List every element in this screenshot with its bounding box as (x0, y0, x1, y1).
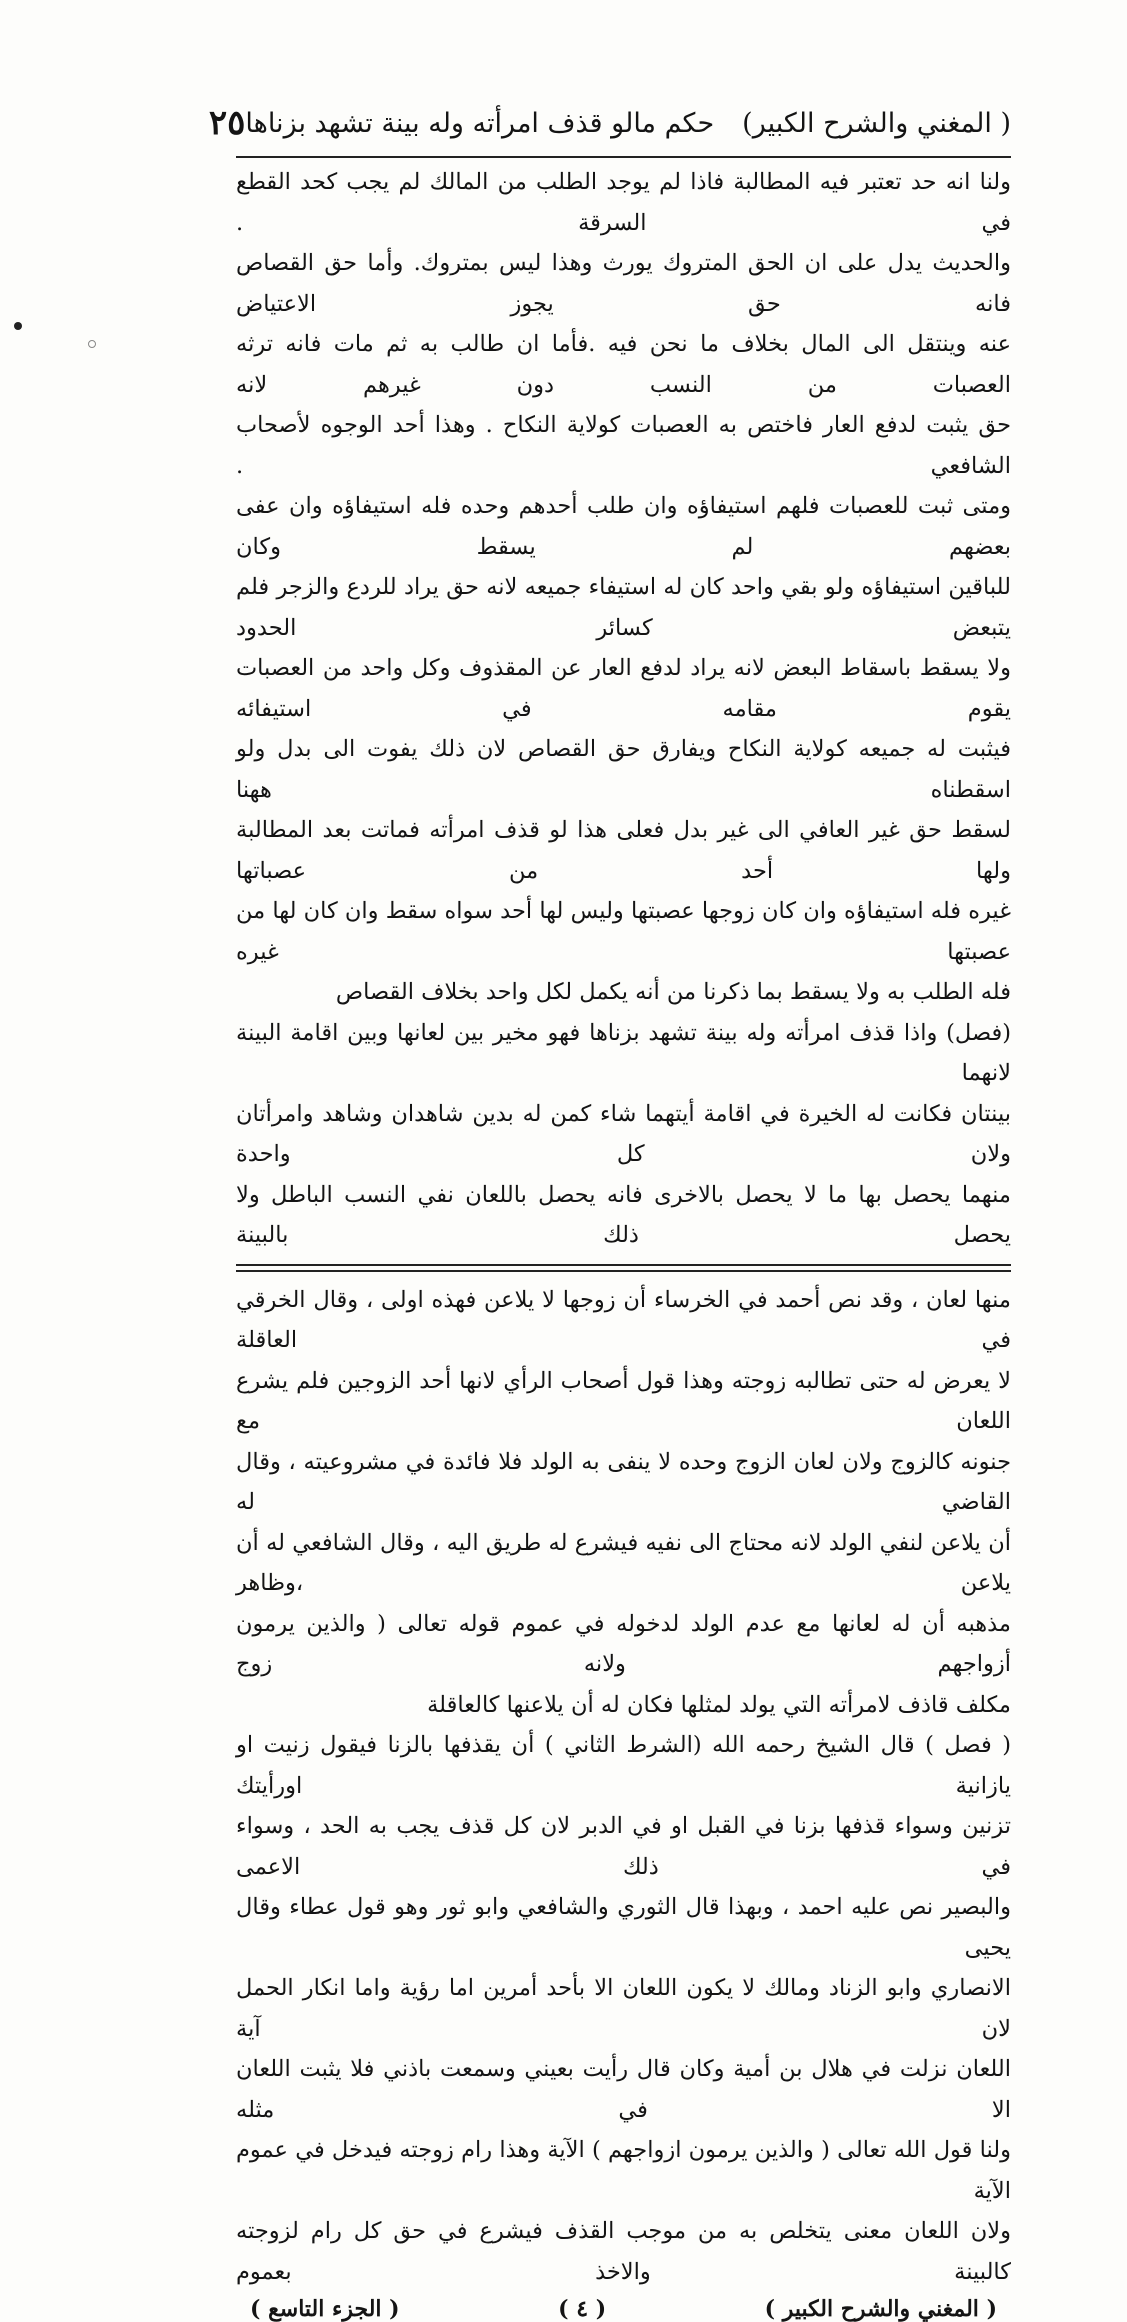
header-rule (236, 156, 1011, 158)
margin-mark (88, 340, 96, 348)
text-line: منهما يحصل بها ما لا يحصل بالاخرى فانه يحصل باللعان نفي النسب الباطل ولا يحصل ذلك بالبينة (236, 1181, 1011, 1248)
text-line: مذهبه أن له لعانها مع عدم الولد لدخوله في عموم قوله تعالى ( والذين يرمون أزواجهم ولانه زوج (236, 1610, 1011, 1677)
text-line: ( فصل ) قال الشيخ رحمه الله (الشرط الثاني ) أن يقذفها بالزنا فيقول زنيت او يازانية اورأيتك (236, 1732, 1011, 1799)
text-line: تزنين وسواء قذفها بزنا في القبل او في الدبر لان كل قذف يجب به الحد ، وسواء في ذلك الاعمى (236, 1813, 1011, 1880)
text-line: للباقين استيفاؤه ولو بقي واحد كان له استيفاء جميعه لانه حق يراد للردع والزجر فلم يتبعض كسائر الحدود (236, 574, 1011, 641)
text-line: فيثبت له جميعه كولاية النكاح ويفارق حق القصاص لان ذلك يفوت الى بدل ولو اسقطناه ههنا (236, 736, 1011, 803)
text-line: ولان اللعان معنى يتخلص به من موجب القذف فيشرع في حق كل رام لزوجته كالبينة والاخذ بعموم (236, 2218, 1011, 2285)
text-line: لسقط حق غير العافي الى غير بدل فعلى هذا لو قذف امرأته فماتت بعد المطالبة ولها أحد من عصباتها (236, 817, 1011, 884)
page-number: ٢٥ (208, 103, 246, 143)
text-line: بينتان فكانت له الخيرة في اقامة أيتهما شاء كمن له بدين شاهدان وشاهد وامرأتان ولان كل واحدة (236, 1100, 1011, 1167)
text-line: حق يثبت لدفع العار فاختص به العصبات كولاية النكاح . وهذا أحد الوجوه لأصحاب الشافعي . (236, 412, 1011, 479)
text-line: اللعان نزلت في هلال بن أمية وكان قال رأيت بعيني وسمعت باذني فلا يثبت اللعان الا في مثله (236, 2056, 1011, 2123)
main-text (236, 162, 1011, 1256)
page-footer (236, 2296, 1011, 2322)
text-line: ولا يسقط باسقاط البعض لانه يراد لدفع العار عن المقذوف وكل واحد من العصبات يقوم مقامه في استيفائه (236, 655, 1011, 722)
commentary-text (236, 1280, 1011, 2293)
footer-signature: ( ٤ ) (558, 2296, 607, 2322)
text-line: فله الطلب به ولا يسقط بما ذكرنا من أنه يكمل لكل واحد بخلاف القصاص (335, 979, 1011, 1005)
header-titles (245, 108, 1011, 139)
book-page (208, 92, 1011, 2322)
text-line: والحديث يدل على ان الحق المتروك يورث وهذا ليس بمتروك. وأما حق القصاص فانه حق يجوز الاعتياض (236, 250, 1011, 317)
header-book-title: ( المغني والشرح الكبير) (742, 107, 1011, 139)
text-line: منها لعان ، وقد نص أحمد في الخرساء أن زوجها لا يلاعن فهذه اولى ، وقال الخرقي في العاقلة (236, 1286, 1011, 1353)
text-line: جنونه كالزوج ولان لعان الزوج وحده لا ينفى به الولد فلا فائدة في مشروعيته ، وقال القاضي له (236, 1448, 1011, 1515)
running-header (208, 92, 1011, 154)
text-line: عنه وينتقل الى المال بخلاف ما نحن فيه .فأما ان طالب به ثم مات فانه ترثه العصبات من النسب دون غيرهم لانه (236, 331, 1011, 398)
margin-dot (14, 322, 22, 330)
text-line: ومتى ثبت للعصبات فلهم استيفاؤه وان طلب أحدهم وحده فله استيفاؤه وان عفى بعضهم لم يسقط وكان (236, 493, 1011, 560)
text-line: والبصير نص عليه احمد ، وبهذا قال الثوري والشافعي وابو ثور وهو قول عطاء وقال يحيى (236, 1894, 1011, 1961)
text-line: (فصل) واذا قذف امرأته وله بينة تشهد بزناها فهو مخير بين لعانها وبين اقامة البينة لانهما (236, 1019, 1011, 1086)
footer-volume: ( الجزء التاسع ) (250, 2296, 400, 2322)
footer-book-title: ( المغني والشرح الكبير ) (764, 2296, 997, 2322)
section-divider (236, 1264, 1011, 1272)
text-line: ولنا قول الله تعالى ( والذين يرمون ازواجهم ) الآية وهذا رام زوجته فيدخل في عموم الآية (236, 2137, 1011, 2204)
text-line: الانصاري وابو الزناد ومالك لا يكون اللعان الا بأحد أمرين اما رؤية واما انكار الحمل لان آية (236, 1975, 1011, 2042)
text-line: أن يلاعن لنفي الولد لانه محتاج الى نفيه فيشرع له طريق اليه ، وقال الشافعي له أن يلاعن ،وظاهر (236, 1529, 1011, 1596)
text-line: لا يعرض له حتى تطالبه زوجته وهذا قول أصحاب الرأي لانها أحد الزوجين فلم يشرع اللعان مع (236, 1367, 1011, 1434)
text-line: ولنا انه حد تعتبر فيه المطالبة فاذا لم يوجد الطلب من المالك لم يجب كحد القطع في السرقة . (236, 169, 1011, 236)
header-section-title: حكم مالو قذف امرأته وله بينة تشهد بزناها (245, 107, 715, 139)
text-line: غيره فله استيفاؤه وان كان زوجها عصبتها وليس لها أحد سواه سقط وان كان لها من عصبتها غيره (236, 898, 1011, 965)
text-line: مكلف قاذف لامرأته التي يولد لمثلها فكان له أن يلاعنها كالعاقلة (427, 1691, 1011, 1718)
